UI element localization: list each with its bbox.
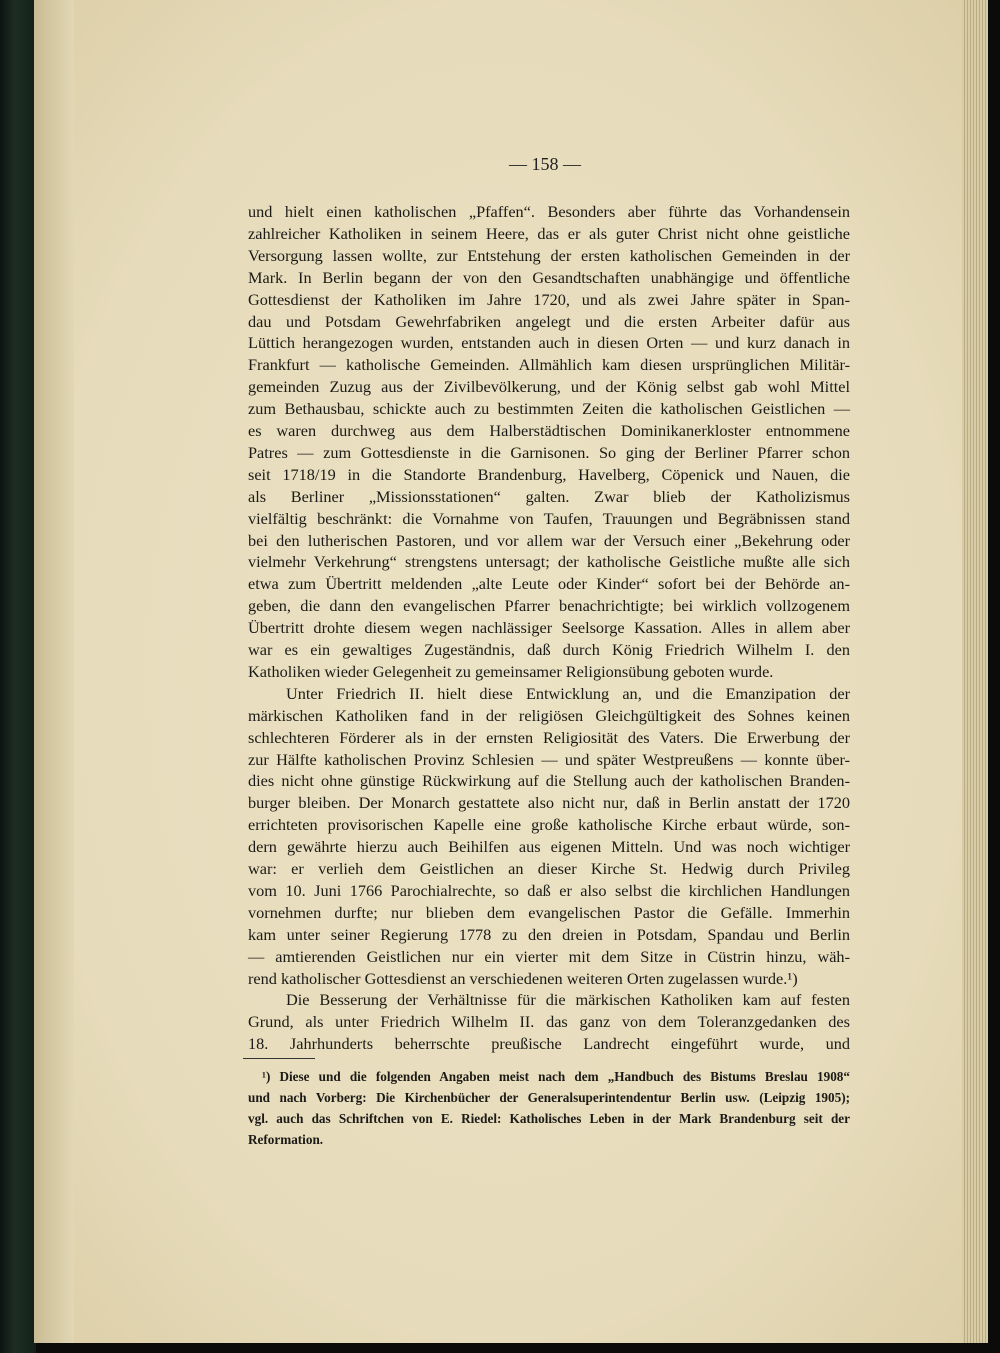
page-gutter bbox=[34, 0, 74, 1343]
text-line: vornehmen durfte; nur blieben dem evangelischen Pastor die Gefälle. Immerhin bbox=[248, 902, 850, 922]
text-line: kam unter seiner Regierung 1778 zu den dreien in Potsdam, Spandau und Berlin bbox=[248, 924, 850, 944]
footnote-line: ¹) Diese und die folgenden Angaben meist nach dem „Handbuch des Bistums Breslau 1908“ bbox=[262, 1069, 850, 1084]
text-line: Unter Friedrich II. hielt diese Entwicklung an, und die Emanzipation der bbox=[286, 683, 850, 703]
text-line: Lüttich herangezogen wurden, entstanden auch in diesen Orten — und kurz danach in bbox=[248, 333, 850, 353]
text-line: Die Besserung der Verhältnisse für die märkischen Katholiken kam auf festen bbox=[286, 990, 850, 1010]
text-line: Katholiken wieder Gelegenheit zu gemeinsamer Religionsübung geboten wurde. bbox=[248, 661, 774, 681]
text-line: errichteten provisorischen Kapelle eine große katholische Kirche erbaut würde, son- bbox=[248, 815, 850, 835]
footnote-line: vgl. auch das Schriftchen von E. Riedel: Katholisches Leben in der Mark Brandenburg seit der bbox=[248, 1111, 850, 1126]
page-number: — 158 — bbox=[509, 154, 581, 174]
text-line: gemeinden Zuzug aus der Zivilbevölkerung, und der König selbst gab wohl Mittel bbox=[248, 377, 850, 397]
text-line: vielfältig beschränkt: die Vornahme von Taufen, Trauungen und Begräbnissen stand bbox=[248, 508, 850, 528]
text-line: war es ein gewaltiges Zugeständnis, daß durch König Friedrich Wilhelm I. den bbox=[248, 640, 850, 659]
text-line: Versorgung lassen wollte, zur Entstehung der ersten katholischen Gemeinden in der bbox=[248, 245, 850, 265]
text-line: — amtierenden Geistlichen nur ein vierter mit dem Sitze in Cüstrin hinzu, wäh- bbox=[248, 946, 850, 966]
text-line: zahlreicher Katholiken in seinem Heere, das er als guter Christ nicht ohne geistliche bbox=[248, 223, 850, 243]
text-line: war: er verlieh dem Geistlichen an dieser Kirche St. Hedwig durch Privileg bbox=[248, 859, 850, 878]
text-line: es waren durchweg aus dem Halberstädtischen Dominikanerkloster entnommene bbox=[248, 421, 850, 440]
text-line: rend katholischer Gottesdienst an verschiedenen weiteren Orten zugelassen wurde.¹) bbox=[248, 968, 798, 988]
text-line: märkischen Katholiken fand in der religiösen Gleichgültigkeit des Sohnes keinen bbox=[248, 705, 850, 725]
text-line: zum Bethausbau, schickte auch zu bestimmten Zeiten die katholischen Geistlichen — bbox=[248, 399, 850, 419]
text-line: schlechteren Förderer als in der ernsten Religiosität des Vaters. Die Erwerbung der bbox=[248, 727, 850, 747]
footnote-line: und nach Vorberg: Die Kirchenbücher der Generalsuperintendentur Berlin usw. (Leipzig 1905); bbox=[248, 1090, 850, 1105]
footnote-rule bbox=[243, 1058, 315, 1059]
page-stack-edge bbox=[962, 0, 988, 1343]
text-line: als Berliner „Missionsstationen“ galten. Zwar blieb der Katholizismus bbox=[248, 486, 850, 506]
text-line: bei den lutherischen Pastoren, und vor allem war der Versuch einer „Bekehrung oder bbox=[248, 530, 850, 550]
text-line: dern gewährte hierzu auch Beihilfen aus eigenen Mitteln. Und was noch wichtiger bbox=[248, 837, 850, 857]
text-line: burger bleiben. Der Monarch gestattete also nicht nur, daß in Berlin anstatt der 1720 bbox=[248, 793, 850, 813]
text-line: Mark. In Berlin begann der von den Gesandtschaften unabhängige und öffentliche bbox=[248, 267, 850, 287]
text-line: dies nicht ohne günstige Rückwirkung auf die Stellung auch der katholischen Branden- bbox=[248, 771, 850, 791]
text-line: zur Hälfte katholischen Provinz Schlesien — und später Westpreußens — konnte über- bbox=[248, 749, 850, 769]
text-line: Grund, als unter Friedrich Wilhelm II. das ganz von dem Toleranzgedanken des bbox=[248, 1012, 850, 1032]
text-line: Gottesdienst der Katholiken im Jahre 1720, und als zwei Jahre später in Span- bbox=[248, 289, 850, 309]
text-line: Frankfurt — katholische Gemeinden. Allmählich kam diesen ursprünglichen Militär- bbox=[248, 355, 850, 375]
text-line: etwa zum Übertritt meldenden „alte Leute oder Kinder“ sofort bei der Behörde an- bbox=[248, 574, 850, 594]
text-line: und hielt einen katholischen „Pfaffen“. Besonders aber führte das Vorhandensein bbox=[248, 202, 850, 221]
text-line: vielmehr Verkehrung“ strengstens untersagt; der katholische Geistliche mußte alle sich bbox=[248, 552, 850, 572]
text-line: Patres — zum Gottesdienste in die Garnisonen. So ging der Berliner Pfarrer schon bbox=[248, 442, 850, 462]
text-line: dau und Potsdam Gewehrfabriken angelegt und die ersten Arbeiter dafür aus bbox=[248, 311, 850, 331]
text-line: Übertritt drohte diesem wegen nachlässiger Seelsorge Kassation. Alles in allem aber bbox=[248, 618, 850, 638]
text-line: geben, die dann den evangelischen Pfarrer benachrichtigte; bei wirklich vollzogenem bbox=[248, 596, 850, 616]
footnote-line: Reformation. bbox=[248, 1132, 324, 1147]
text-line: vom 10. Juni 1766 Parochialrechte, so daß er also selbst die kirchlichen Handlungen bbox=[248, 880, 850, 900]
text-line: seit 1718/19 in die Standorte Brandenburg, Havelberg, Cöpenick und Nauen, die bbox=[248, 464, 850, 484]
text-line: 18. Jahrhunderts beherrschte preußische Landrecht eingeführt wurde, und bbox=[248, 1034, 850, 1054]
book-spine bbox=[0, 0, 36, 1353]
